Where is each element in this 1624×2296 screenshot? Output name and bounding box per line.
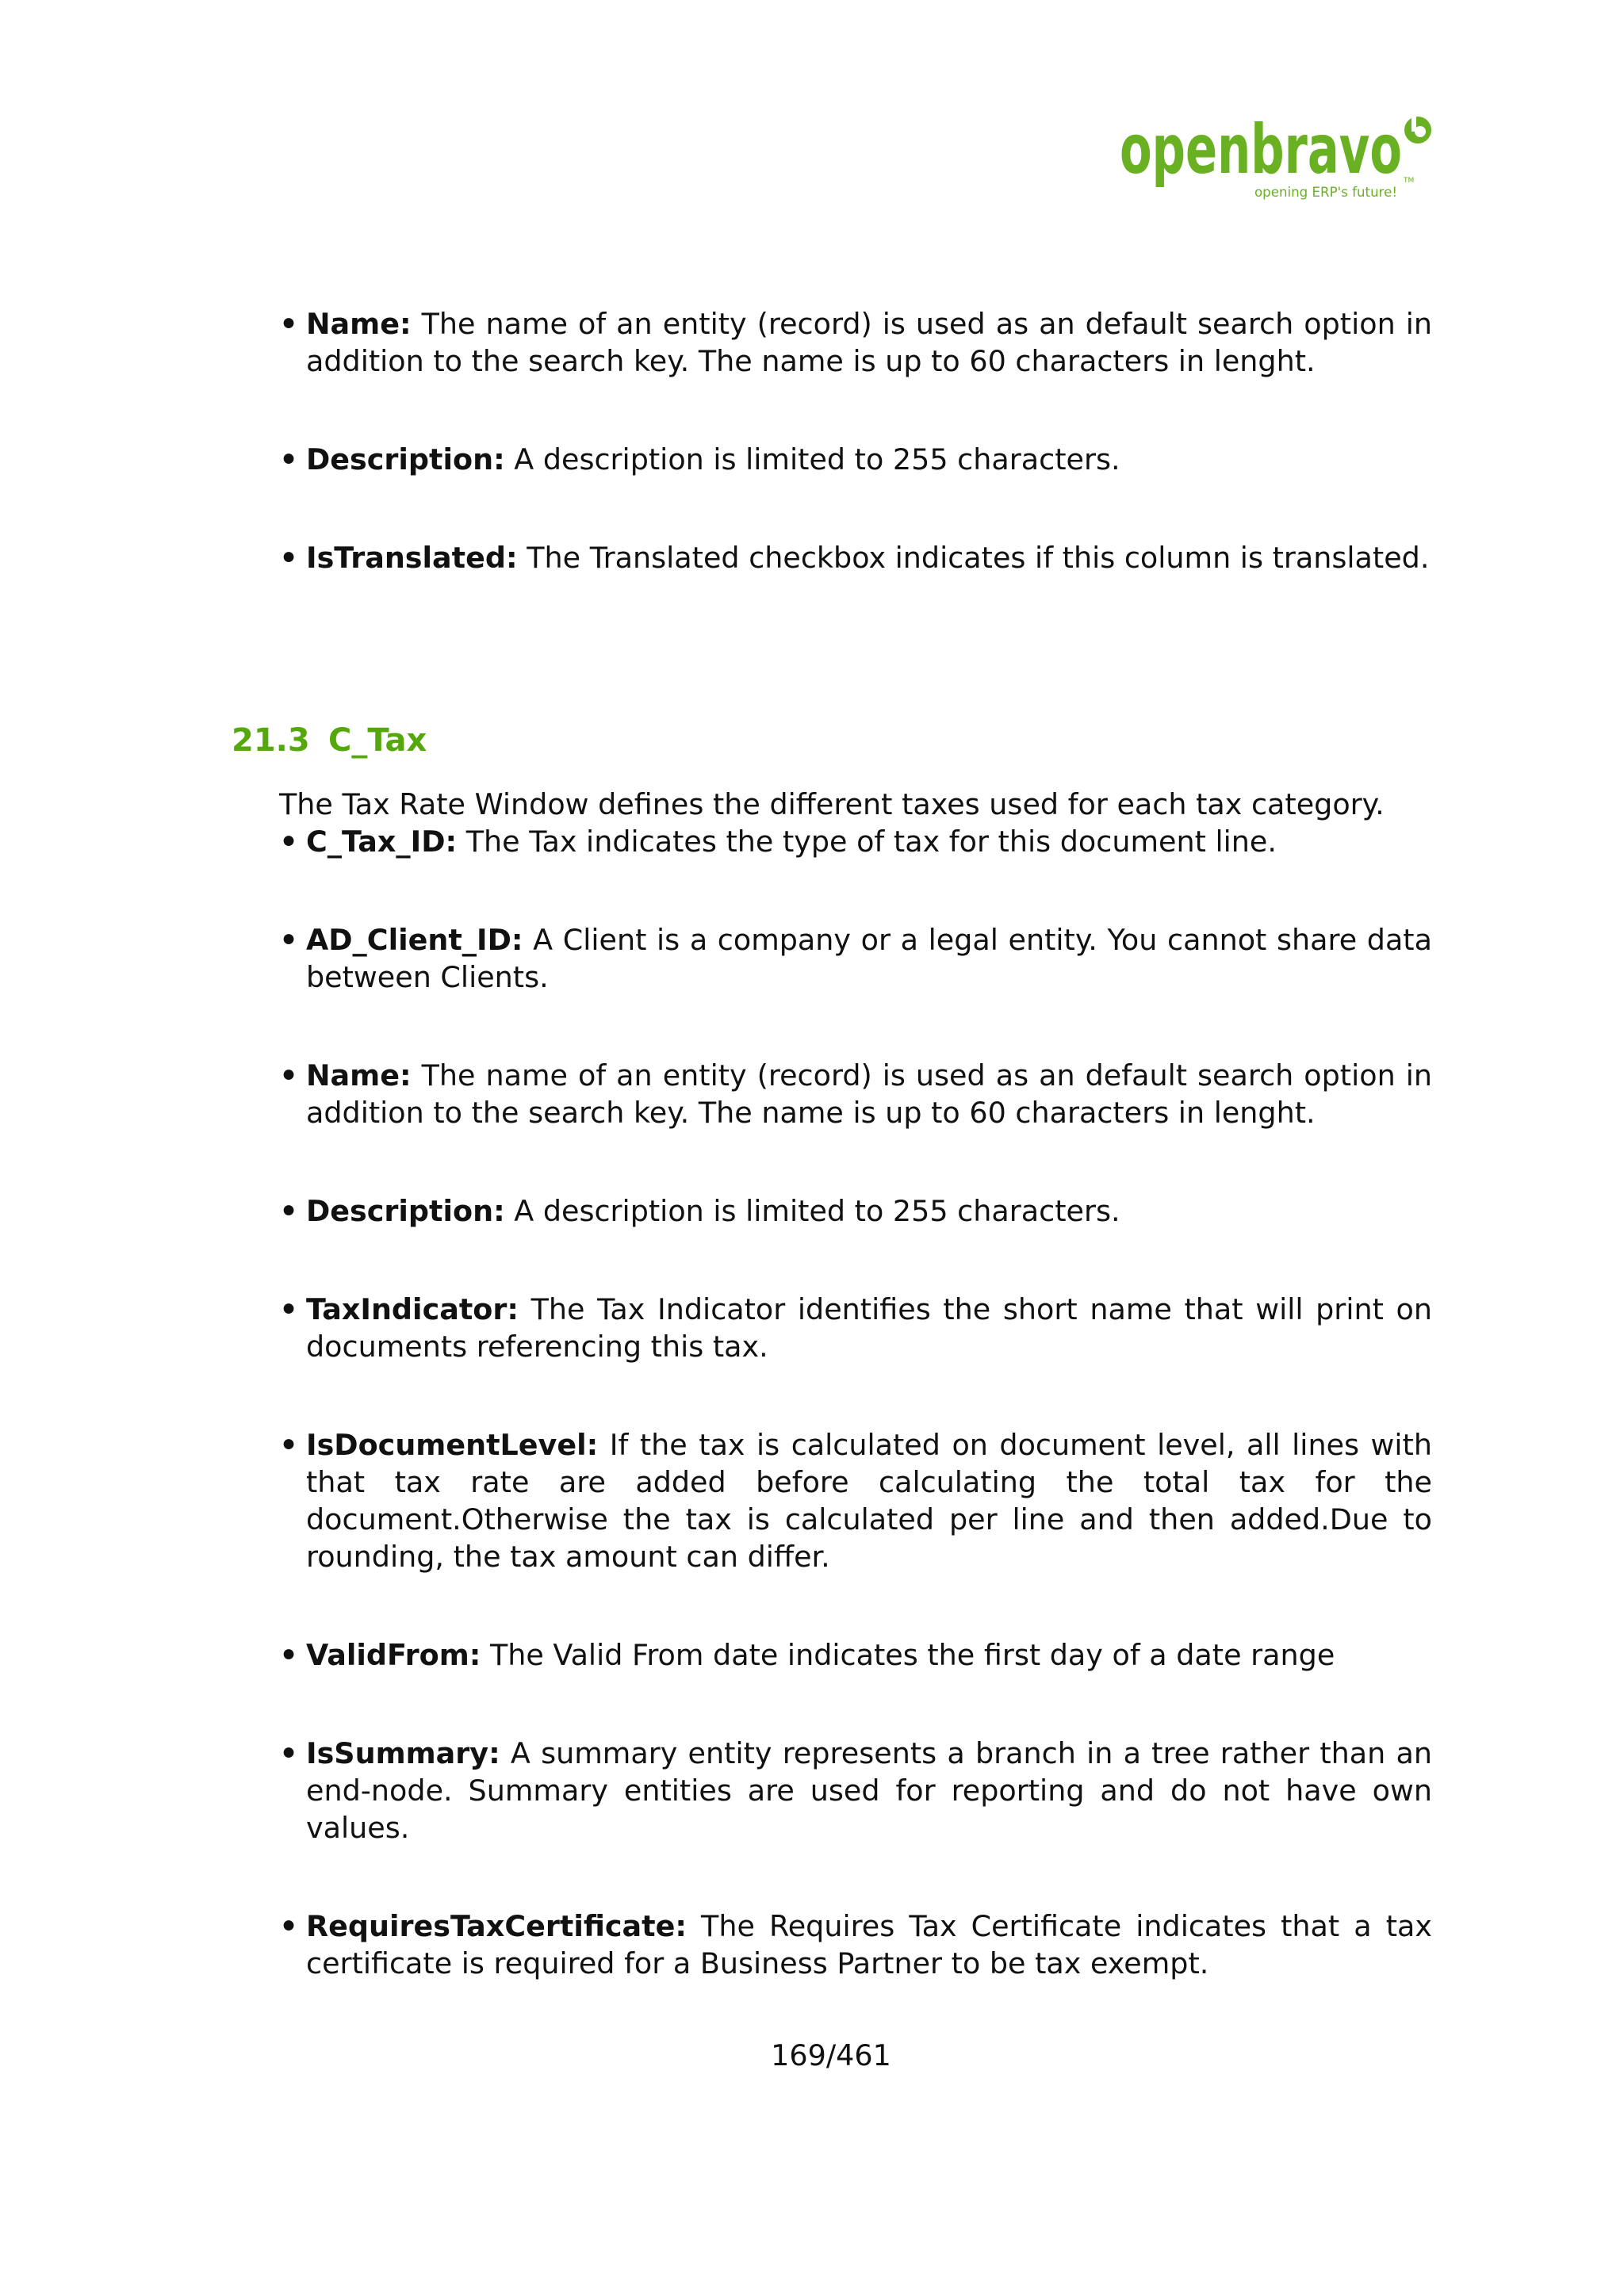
list-item xyxy=(279,1057,1432,1131)
logo-swirl-icon xyxy=(1404,116,1431,144)
item-text: A Client is a company or a legal entity. You cannot share data between Clients. xyxy=(306,923,1432,994)
item-term: ValidFrom: xyxy=(306,1638,481,1672)
item-term: Name: xyxy=(306,307,412,341)
bullet-icon: • xyxy=(279,1292,298,1326)
field-list-top xyxy=(279,305,1432,576)
bullet-icon: • xyxy=(279,1736,298,1770)
section-heading xyxy=(232,720,427,761)
list-item xyxy=(279,1908,1432,1982)
item-term: RequiresTaxCertificate: xyxy=(306,1909,687,1943)
item-term: Description: xyxy=(306,1194,505,1228)
bullet-icon: • xyxy=(279,1194,298,1228)
bullet-icon: • xyxy=(279,825,298,859)
item-text: The Requires Tax Certificate indicates that a tax certificate is required for a Business Partner to be tax exempt. xyxy=(306,1909,1432,1980)
list-item xyxy=(279,921,1432,996)
item-text: The Translated checkbox indicates if this column is translated. xyxy=(517,541,1430,575)
item-text: If the tax is calculated on document level, all lines with that tax rate are added before calculating the total tax for the document.Otherwise the tax is calculated per line and then added.Due to rounding, the tax amount can differ. xyxy=(306,1428,1432,1574)
list-item xyxy=(279,305,1432,380)
list-item xyxy=(279,1192,1432,1230)
bullet-icon: • xyxy=(279,1909,298,1943)
item-text: The Tax Indicator identifies the short name that will print on documents referencing this tax. xyxy=(306,1292,1432,1364)
section-intro: The Tax Rate Window defines the different taxes used for each tax category. xyxy=(279,787,1385,821)
item-term: C_Tax_ID: xyxy=(306,825,458,859)
item-term: TaxIndicator: xyxy=(306,1292,519,1326)
bullet-icon: • xyxy=(279,541,298,575)
list-item xyxy=(279,1735,1432,1846)
item-text: The Tax indicates the type of tax for this document line. xyxy=(457,825,1277,859)
item-term: Name: xyxy=(306,1058,412,1093)
page-number: 169/461 xyxy=(771,2038,891,2072)
bullet-icon: • xyxy=(279,923,298,957)
item-term: IsTranslated: xyxy=(306,541,518,575)
item-text: A description is limited to 255 characters. xyxy=(504,442,1120,476)
section-title: C_Tax xyxy=(328,722,427,759)
bullet-icon: • xyxy=(279,1058,298,1093)
logo-trademark: TM xyxy=(1404,177,1415,185)
bullet-icon: • xyxy=(279,307,298,341)
bullet-icon: • xyxy=(279,1638,298,1672)
field-list-c-tax xyxy=(279,823,1432,1982)
logo-tagline: opening ERP's future! xyxy=(1254,185,1397,201)
item-term: Description: xyxy=(306,442,505,476)
item-term: AD_Client_ID: xyxy=(306,923,523,957)
item-term: IsSummary: xyxy=(306,1736,500,1770)
list-item xyxy=(279,539,1432,576)
item-text: A description is limited to 255 characters. xyxy=(504,1194,1120,1228)
list-item xyxy=(279,823,1432,860)
item-term: IsDocumentLevel: xyxy=(306,1428,599,1462)
openbravo-logo xyxy=(1120,113,1437,206)
list-item xyxy=(279,1291,1432,1365)
list-item xyxy=(279,1426,1432,1575)
bullet-icon: • xyxy=(279,442,298,476)
item-text: The Valid From date indicates the first day of a date range xyxy=(481,1638,1335,1672)
list-item xyxy=(279,1636,1432,1674)
item-text: The name of an entity (record) is used as an default search option in addition to the search key. The name is up to 60 characters in lenght. xyxy=(306,307,1432,378)
section-number: 21.3 xyxy=(232,722,310,759)
item-text: A summary entity represents a branch in a tree rather than an end-node. Summary entities are used for reporting and do not have own values. xyxy=(306,1736,1432,1845)
item-text: The name of an entity (record) is used as an default search option in addition to the search key. The name is up to 60 characters in lenght. xyxy=(306,1058,1432,1130)
list-item xyxy=(279,441,1432,478)
bullet-icon: • xyxy=(279,1428,298,1462)
logo-wordmark: openbravo xyxy=(1120,113,1402,189)
